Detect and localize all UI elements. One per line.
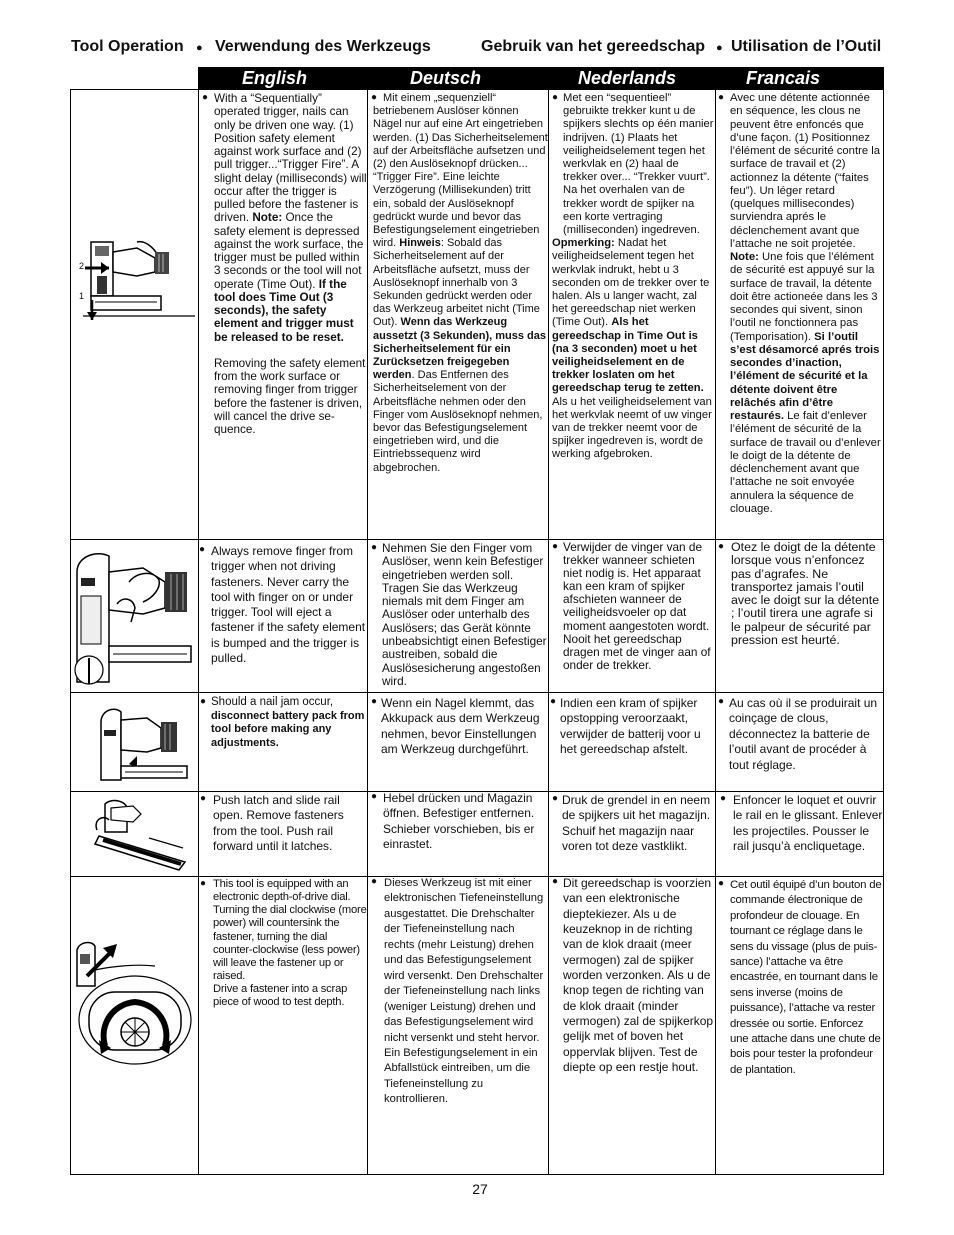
row1-nl-text-c: Als u het veiligheidselement van het werkvlak neemt of uw vinger van de trekker neemt voor de spijker ingedreven is, wordt de werking afgebroken.: [552, 395, 712, 461]
row3-deutsch: [371, 696, 548, 790]
row4-en-text: Push latch and slide rail open. Remove fasteners from the tool. Push rail forward until it latches.: [213, 793, 344, 853]
row2-nl-text: Verwijder de vinger van de trekker wanneer schieten niet nodig is. Het apparaat kan een kram of spijker afschieten wanneer de veiligheidsvoeler op dat moment aangestoten wordt. Nooit het gereedschap dragen met de vinger aan of onder de trekker.: [563, 541, 711, 672]
row1-en-note-label: Note:: [252, 211, 283, 225]
row1-deutsch: [371, 92, 548, 537]
title-bullet-1: ●: [196, 42, 203, 54]
row4-francais: [720, 793, 884, 875]
row-divider: [71, 539, 883, 540]
row1-fr-text-b: Une fois que l’élément de sécurité est appuyé sur la surface de travail, la détente doit être actioneée dans les 3 secondes qui sivent, sinon l’outil ne fonctionnera pas (Temporisation).: [730, 251, 878, 343]
column-divider: [367, 90, 368, 1174]
bullet-icon: ●: [720, 793, 727, 804]
row4-de-text: Hebel drücken und Magazin öffnen. Befestiger entfernen. Schieber vorschieben, bis er einrastet.: [383, 791, 535, 852]
bullet-icon: ●: [552, 541, 559, 552]
figure-label-1: 1: [79, 291, 85, 301]
row3-fr-text: Au cas où il se produirait un coinçage de clous, déconnectez la batterie de l’outil avant de procéder à tout réglage.: [729, 696, 878, 772]
row1-en-text-c: Removing the safety element from the work surface or removing finger from trigger before the fastener is driven, will cancel the drive se-quence.: [214, 356, 366, 436]
row4-english: [200, 793, 367, 875]
row3-en-text: Should a nail jam occur,: [211, 696, 334, 708]
row1-en-text-b: Once the safety element is depressed against the work surface, the trigger must be pulled within 3 seconds or the tool will not operate (Time Out).: [214, 211, 364, 291]
figure-label-2: 2: [79, 261, 85, 271]
row3-nederlands: [550, 696, 715, 790]
row1-de-text-b: : Sobald das Sicherheitselement auf der Arbeitsfläche aufsetzt, muss der Auslöseknopf innerhalb von 3 Sekunden gedrückt werden oder das Werkzeug arbeitet nicht (Time Out).: [373, 237, 540, 329]
bullet-icon: ●: [718, 878, 725, 889]
column-divider: [548, 90, 549, 1174]
row1-nederlands: [552, 92, 715, 537]
lang-nederlands: Nederlands: [578, 68, 677, 88]
row1-fr-text-a: Avec une détente actionnée en séquence, les clous ne peuvent être enfoncés que d’une façon. (1) Positionnez l’élément de sécurité contre la surface de travail et (2) actionnez la détente (“faites feu”). Un léger retard (quelques millisecondes) surviendra aprés le déclenchement avant que l’attache ne soit projetée.: [730, 92, 881, 250]
bullet-icon: ●: [371, 696, 378, 707]
row1-en-text-a: With a “Sequentially” operated trigger, nails can only be driven one way. (1) Position safety element against work surface and (2) pull trigger...“Trigger Fire”. A slight delay (milliseconds) will occur after the trigger is pulled before the fastener is driven.: [214, 92, 367, 225]
row2-en-text: Always remove finger from trigger when not driving fasteners. Never carry the tool with finger on or under trigger. Tool will eject a fastener if the safety element is bumped and the trigger is pulled.: [211, 544, 366, 666]
column-divider: [715, 90, 716, 1174]
bullet-icon: ●: [200, 793, 207, 804]
row2-de-text: Nehmen Sie den Finger vom Auslöser, wenn kein Befestiger eingetrieben werden soll. Tragen Sie das Werkzeug niemals mit dem Finger am Auslöser oder unterhalb des Auslösers; das Gerät könnte unbeabsichtigt einen Befestiger austreiben, sobald die Auslösesicherung angestoßen wird.: [382, 542, 547, 688]
row1-nl-warning: Als het gereedschap in Time Out is (na 3 seconden) moet u het veiligheidselement en de trekker loslaten om het gereedschap terug te zetten.: [552, 316, 704, 395]
bullet-icon: ●: [371, 791, 378, 802]
page-title: [71, 38, 891, 62]
row5-nl-text: Dit gereedschap is voorzien van een elektronische dieptekiezer. Als u de keuzeknop in de richting van de klok draait (meer vermogen) zal de spijker worden verzonken. Als u de knop tegen de richting van de klok draait (minder vermogen) zal de spijkerkop gelijk met of boven het oppervlak blijven. Test de diepte op een restje hout.: [563, 876, 714, 1075]
depth-dial-illustration: [73, 936, 197, 1066]
lang-deutsch: Deutsch: [410, 68, 482, 88]
bullet-icon: ●: [718, 92, 725, 103]
bullet-icon: ●: [200, 878, 207, 889]
instruction-table: [70, 89, 884, 1175]
bullet-icon: ●: [718, 696, 725, 707]
bullet-icon: ●: [550, 696, 557, 707]
bullet-icon: ●: [371, 876, 378, 887]
row1-de-note-label: Hinweis: [399, 237, 441, 250]
battery-disconnect-illustration: [91, 702, 191, 784]
row1-en-warning: If the tool does Time Out (3 seconds), the safety element and trigger must be released to be reset.: [214, 277, 354, 344]
page-number: 27: [472, 1181, 488, 1197]
row4-fr-text: Enfoncer le loquet et ouvrir le rail en le glissant. Enlever les projectiles. Pousser le rail jusqu’à encliquetage.: [733, 793, 883, 853]
title-dutch: Gebruik van het gereedschap: [481, 38, 706, 55]
lang-english: English: [242, 68, 308, 88]
row1-francais: [718, 92, 884, 537]
bullet-icon: ●: [552, 793, 559, 804]
magazine-latch-illustration: [89, 796, 195, 872]
bullet-icon: ●: [718, 541, 725, 552]
bullet-icon: ●: [552, 876, 559, 887]
row2-fr-text: Otez le doigt de la détente lorsque vous n’enfoncez pas d’agrafes. Ne transportez jamais l’outil avec le doigt sur la détente ; l’outil tirera une agrafe si le palpeur de sécurité par pression est heurté.: [731, 541, 880, 648]
row5-francais: [718, 878, 884, 1174]
row1-de-text-a: Mit einem „sequenziell“ betriebenem Auslöser können Nägel nur auf eine Art eingetrieben werden. (1) Das Sicherheitselement auf der Arbeitsfläche aufsetzen und (2) den Auslöseknopf drücken... “Trigger Fire”. Eine leichte Verzögerung (Millisekunden) tritt ein, sobald der Auslöseknopf gedrückt wurde und bevor das Befestigungselement eingetrieben wird.: [373, 92, 548, 250]
row2-english: [199, 544, 367, 690]
row3-francais: [718, 696, 884, 790]
bullet-icon: ●: [552, 92, 559, 103]
bullet-icon: ●: [202, 92, 209, 103]
bullet-icon: ●: [371, 92, 378, 103]
title-bullet-2: ●: [716, 42, 723, 54]
row3-english: [200, 696, 367, 790]
row2-deutsch: [371, 542, 548, 690]
row1-fr-text-c: Le fait d’enlever l’élément de sécurité de la surface de travail ou d’enlever le doigt de la détente de déclenchement avant que l’attache ne soit envoyée annulera la séquence de clouage.: [730, 410, 881, 515]
row2-nederlands: [552, 541, 715, 691]
bullet-icon: ●: [200, 696, 207, 707]
lang-francais: Francais: [746, 68, 821, 88]
title-french: Utilisation de l’Outil: [731, 38, 882, 55]
row1-fr-note-label: Note:: [730, 251, 759, 263]
row5-deutsch: [371, 876, 548, 1174]
row-divider: [71, 692, 883, 693]
row5-nederlands: [552, 876, 715, 1174]
row1-de-text-c: . Das Entfernen des Sicherheitselement von der Arbeitsfläche nehmen oder den Finger vom Auslöseknopf nehmen, bevor das Befestigungselement eingetrieben wird, und die Eintriebssequenz wird abgebrochen.: [373, 369, 543, 474]
row1-nl-text-b: Nadat het veiligheidselement tegen het werkvlak indrukt, hebt u 3 seconden om de trekker over te halen. Als u langer wacht, zal het gereedschap niet werken (Time Out).: [552, 237, 710, 329]
row3-en-warning: disconnect battery pack from tool before making any adjustments.: [211, 709, 365, 749]
title-german: Verwendung des Werkzeugs: [215, 38, 431, 55]
row3-de-text: Wenn ein Nagel klemmt, das Akkupack aus dem Werkzeug nehmen, bevor Einstellungen am Werkzeug durchgeführt.: [381, 696, 540, 757]
row4-deutsch: [371, 791, 548, 875]
row1-de-warning: Wenn das Werkzeug aussetzt (3 Sekunden), muss das Sicherheitselement für ein Zurücksetzen freigegeben werden: [373, 316, 546, 382]
row1-fr-warning: Si l’outil s’est désamorcé aprés trois secondes d’inaction, l’élément de sécurité et la détente doivent être relâchés afin d’être restaurés.: [730, 330, 880, 422]
row1-english: [202, 92, 367, 537]
row5-de-text: Dieses Werkzeug ist mit einer elektronischen Tiefeneinstellung ausgestattet. Die Drehschalter der Tiefeneinstellung nach rechts (mehr Leistung) drehen und das Befestigungselement wird versenkt. Den Drehschalter der Tiefeneinstellung nach links (weniger Leistung) drehen und das Befestigungselement wird nicht versenkt und steht hervor. Ein Befestigungselement in ein Abfallstück eintreiben, um die Tiefeneinstellung zu kontrollieren.: [384, 877, 544, 1106]
row1-nl-text-a: Met een “sequentieel” gebruikte trekker kunt u de spijkers slechts op één manier indrijven. (1) Plaats het veiligheidselement tegen het werkvlak en (2) haal de trekker over... “Trekker vuurt”. Na het overhalen van de trekker wordt de spijker na een korte vertraging (milliseconden) ingedreven.: [563, 92, 714, 237]
language-header-bar: [198, 67, 884, 89]
row2-francais: [718, 541, 884, 689]
bullet-icon: ●: [199, 544, 206, 555]
bullet-icon: ●: [371, 542, 378, 553]
title-english: Tool Operation: [71, 38, 184, 55]
row5-fr-text: Cet outil équipé d’un bouton de commande électronique de profondeur de clouage. En tournant ce réglage dans le sens du vissage (plus de puis-sance) l’attache va être encastrée, en tournant dans le sens inverse (moins de puissance), l’attache va rester dressée ou sortie. Enforcez une attache dans une chute de bois pour tester la profondeur de plantation.: [730, 879, 882, 1076]
row4-nederlands: [552, 793, 715, 875]
row5-en-text-a: This tool is equipped with an electronic depth-of-drive dial. Turning the dial clockwise (more power) will countersink the fastener, turning the dial counter-clockwise (less power) will leave the fastener up or raised.: [213, 878, 367, 983]
row5-en-text-b: Drive a fastener into a scrap piece of wood to test depth.: [213, 983, 348, 1009]
row5-english: [200, 878, 367, 1174]
row3-nl-text: Indien een kram of spijker opstopping veroorzaakt, verwijder de batterij voor u het gereedschap afstelt.: [560, 696, 701, 757]
sequential-trigger-illustration: [75, 238, 195, 328]
finger-off-trigger-illustration: [73, 542, 197, 690]
row4-nl-text: Druk de grendel in en neem de spijkers uit het magazijn. Schuif het magazijn naar voren tot deze vastklikt.: [562, 793, 711, 854]
row1-nl-note-label: Opmerking:: [552, 237, 615, 250]
